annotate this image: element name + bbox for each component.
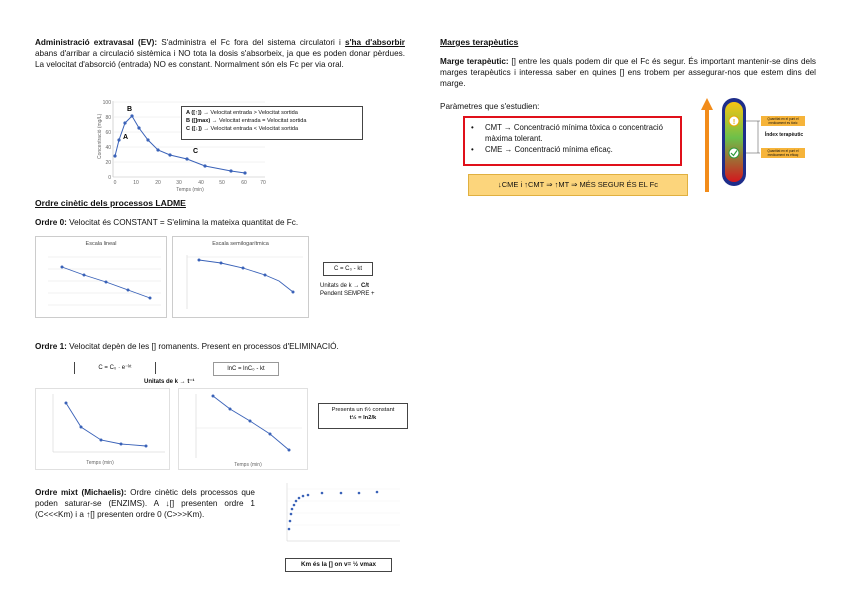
ev-point	[203, 164, 206, 167]
ev-absorbir: s'ha d'absorbir	[345, 38, 405, 47]
ev-xtick: 30	[176, 180, 182, 186]
margins-title: Marges terapèutics	[440, 37, 519, 47]
ev-ytick: 0	[108, 175, 111, 181]
ordre1-exp-point	[65, 402, 68, 405]
michaelis-point	[321, 492, 324, 495]
ev-title: Administració extravasal (EV):	[35, 38, 158, 47]
params-box	[463, 116, 682, 166]
ordre0-formula: C = C₀ - kt	[323, 262, 373, 276]
tube-side-label: Quantitat de fàrmac en sang	[692, 107, 696, 148]
ev-point	[146, 138, 149, 141]
ev-label-a: A	[123, 134, 129, 141]
params-title: Paràmetres que s'estudien:	[440, 102, 540, 111]
michaelis-point	[288, 528, 291, 531]
check-icon	[729, 148, 739, 158]
effective-label: Quantitat en el punt el medicament es eficaç	[767, 149, 799, 157]
index-label: Índex terapèutic	[764, 132, 804, 138]
ev-ytick: 40	[105, 145, 111, 151]
michaelis-point	[302, 495, 305, 498]
michaelis-point	[291, 508, 294, 511]
ordre0-semilog-curve	[199, 260, 293, 292]
ev-xtick: 20	[155, 180, 161, 186]
ev-point	[117, 138, 120, 141]
ordre0-linear-chart	[35, 236, 167, 318]
semilog-chart-title: Escala semilogarítmica	[212, 241, 269, 247]
ordre0-semilog-point	[198, 259, 201, 262]
ordre1-ln-xlabel: Temps (min)	[234, 462, 262, 468]
safety-banner: ↓CME i ↑CMT ⇒ ↑MT ⇒ MÉS SEGUR ÉS EL Fc	[468, 174, 688, 196]
ev-yticks	[103, 100, 112, 181]
ordre1-formula-exp: C = C₀ · e⁻ᵏᵗ	[74, 362, 156, 374]
cme-item: • CME → Concentració mínima eficaç.	[471, 145, 613, 154]
ev-label-b: B	[127, 106, 133, 113]
ev-xticks	[114, 180, 266, 186]
ordre1-exp-point	[80, 426, 83, 429]
ordre1-exp-point	[145, 445, 148, 448]
ordre0-linear-point	[61, 266, 64, 269]
ordre0-semilog-point	[264, 274, 267, 277]
mixt-paragraph: Ordre mixt (Michaelis): Ordre cinètic dels processos que poden saturar-se (ENZIMS). A ↓[] presenten ordre 1 (C<<<Km) i a ↑[] presenten ordre 0 (C>>>Km).	[35, 488, 255, 519]
ev-paragraph: Administració extravasal (EV): S'administra el Fc fora del sistema circulatori i s'ha d'absorbir abans d'arribar a circulació sistèmica i NO tota la dosis s'absorbeix, ja que es poden donar pèrdues. La velocitat d'absorció (entrada) NO es constant. Normalment són els Fc per via oral.	[35, 38, 405, 69]
therapeutic-tube-illustration	[700, 96, 812, 196]
michaelis-point	[295, 500, 298, 503]
michaelis-point	[340, 492, 343, 495]
ordre1-ln-chart	[178, 388, 308, 470]
ev-legend-box	[181, 106, 363, 140]
ladme-title: Ordre cinètic dels processos LADME	[35, 198, 186, 208]
ev-ytick: 60	[105, 130, 111, 136]
legend-line-c: C ([↓]) → Velocitat entrada < Velocitat sortida	[186, 126, 299, 132]
michaelis-point	[358, 492, 361, 495]
ev-point	[168, 153, 171, 156]
ordre0-semilog-point	[220, 262, 223, 265]
up-arrow-icon	[701, 98, 713, 192]
ordre0-linear-point	[127, 289, 130, 292]
halflife-box: Presenta un t½ constant t½ = ln2/k	[318, 403, 408, 429]
ev-xtick: 70	[260, 180, 266, 186]
ordre0-line: Ordre 0: Velocitat és CONSTANT = S'elimina la mateixa quantitat de Fc.	[35, 218, 299, 227]
ordre1-ln-line	[213, 396, 289, 450]
ordre1-exp-curve	[66, 403, 146, 446]
ev-label-c: C	[193, 148, 199, 155]
michaelis-point	[289, 520, 292, 523]
ev-point	[123, 121, 126, 124]
ordre1-ln-point	[269, 433, 272, 436]
ev-ytick: 80	[105, 115, 111, 121]
ev-point	[130, 114, 133, 117]
ordre1-ln-point	[249, 420, 252, 423]
ev-xtick: 50	[219, 180, 225, 186]
ordre1-exp-xlabel: Temps (min)	[86, 460, 114, 466]
ev-point	[229, 169, 232, 172]
ordre0-units: Unitats de k → C/t Pendent SEMPRE +	[320, 283, 375, 297]
ordre1-ln-point	[229, 408, 232, 411]
ordre1-formula-ln: lnC = lnC₀ - kt	[213, 362, 279, 376]
ordre0-linear-point	[149, 297, 152, 300]
ordre0-semilog-point	[242, 267, 245, 270]
ordre0-semilog-point	[292, 291, 295, 294]
michaelis-point	[376, 491, 379, 494]
ev-point	[156, 148, 159, 151]
ev-point	[243, 171, 246, 174]
ordre1-exp-point	[100, 439, 103, 442]
legend-line-a: A ([↑]) → Velocitat entrada > Velocitat sortida	[186, 110, 298, 116]
toxic-label: Quantitat en el punt el medicament es tòxic	[767, 117, 799, 125]
ordre1-exp-point	[120, 443, 123, 446]
ordre1-ln-point	[212, 395, 215, 398]
svg-text:!: !	[732, 119, 736, 126]
ev-xtick: 40	[198, 180, 204, 186]
ev-point	[185, 157, 188, 160]
ev-ylabel: Concentració (mg/L)	[97, 113, 103, 159]
michaelis-point	[290, 513, 293, 516]
ev-xtick: 60	[241, 180, 247, 186]
ev-ytick: 20	[105, 160, 111, 166]
ordre1-ln-point	[288, 449, 291, 452]
michaelis-point	[293, 504, 296, 507]
linear-chart-title: Escala lineal	[85, 241, 117, 247]
michaelis-chart	[275, 479, 405, 559]
mt-paragraph: Marge terapèutic: [] entre les quals podem dir que el Fc és segur. És important mantenir-se dins dels marges terapèutics i interessa saber en quines [] ens trobem per assegurar-nos que estem dins del marge.	[440, 57, 816, 88]
ordre0-linear-point	[105, 281, 108, 284]
ordre1-exp-chart	[35, 388, 170, 470]
ev-ytick: 100	[102, 100, 111, 106]
michaelis-point	[307, 494, 310, 497]
ev-xlabel: Temps (min)	[176, 187, 204, 192]
ev-point	[113, 154, 116, 157]
ev-point	[137, 126, 140, 129]
ev-xtick: 0	[113, 180, 117, 186]
michaelis-point	[298, 497, 301, 500]
km-box: Km és la [] on v= ½ vmax	[285, 558, 392, 572]
ordre1-units: Unitats de k → t⁻¹	[144, 379, 195, 385]
ordre0-linear-point	[83, 274, 86, 277]
ev-xtick: 10	[133, 180, 139, 186]
cmt-item: • CMT → Concentració mínima tòxica o concentració màxima tolerant.	[471, 123, 663, 143]
ordre1-line: Ordre 1: Velocitat depèn de les [] romanents. Present en processos d'ELIMINACIÓ.	[35, 342, 339, 351]
legend-line-b: B ([]max) → Velocitat entrada = Velocitat sortida	[186, 118, 307, 124]
ordre0-semilog-chart	[172, 236, 309, 318]
